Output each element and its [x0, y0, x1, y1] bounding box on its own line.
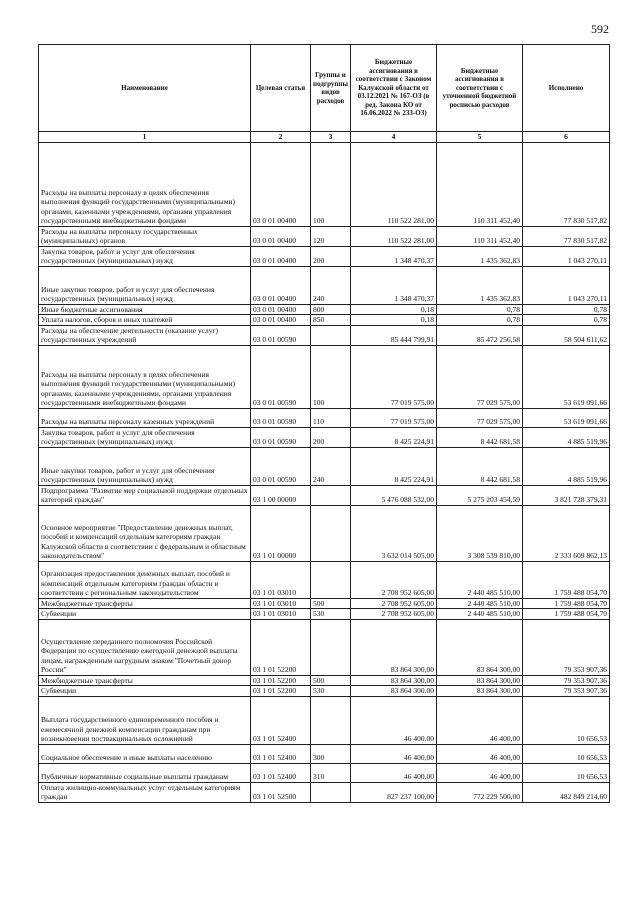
row-executed: 4 885 519,96 — [523, 427, 610, 447]
row-name: Субвенции — [39, 686, 251, 697]
header-row — [39, 45, 610, 132]
row-budget-refined: 46 400,00 — [437, 763, 523, 782]
row-budget-refined: 83 864 300,00 — [437, 686, 523, 697]
row-executed: 77 830 517,82 — [523, 142, 610, 226]
row-expense-group: 300 — [311, 744, 351, 763]
row-name: Основное мероприятие "Предоставление денежных выплат, пособий и компенсаций отдельным категориям граждан Калужской области в соответствии с федеральным и областным законодательством" — [39, 505, 251, 561]
row-budget-refined: 0,78 — [437, 315, 523, 326]
column-number: 4 — [351, 132, 437, 143]
row-expense-group: 100 — [311, 142, 351, 226]
table-row — [39, 447, 610, 485]
row-target-article: 03 0 01 00400 — [251, 246, 311, 266]
row-target-article: 03 1 01 03010 — [251, 561, 311, 598]
header-target-article: Целевая статья — [251, 45, 311, 132]
row-expense-group: 120 — [311, 226, 351, 246]
table-row — [39, 744, 610, 763]
row-name: Оплата жилищно-коммунальных услуг отдельным категориям граждан — [39, 782, 251, 802]
row-executed: 0,78 — [523, 315, 610, 326]
row-name: Расходы на выплаты персоналу в целях обеспечения выполнения функций государственными (муниципальными) органами, казенными учреждениями, органами управления государственными внебюджетными фондами — [39, 345, 251, 408]
row-budget-law: 83 864 300,00 — [351, 686, 437, 697]
row-executed: 53 619 091,66 — [523, 408, 610, 427]
row-budget-law: 46 400,00 — [351, 696, 437, 744]
column-number: 3 — [311, 132, 351, 143]
budget-table — [38, 44, 610, 803]
row-target-article: 03 0 01 00400 — [251, 266, 311, 304]
table-row — [39, 408, 610, 427]
row-name: Закупка товаров, работ и услуг для обеспечения государственных (муниципальных) нужд — [39, 246, 251, 266]
row-expense-group: 110 — [311, 408, 351, 427]
row-budget-law: 2 708 952 605,00 — [351, 609, 437, 620]
row-budget-law: 1 348 470,37 — [351, 246, 437, 266]
row-target-article: 03 0 01 00400 — [251, 142, 311, 226]
row-budget-refined: 110 311 452,40 — [437, 226, 523, 246]
row-budget-refined: 83 864 300,00 — [437, 675, 523, 686]
table-row — [39, 304, 610, 315]
row-expense-group: 500 — [311, 675, 351, 686]
row-name: Иные закупки товаров, работ и услуг для обеспечения государственных (муниципальных) нужд — [39, 266, 251, 304]
row-target-article: 03 1 01 52500 — [251, 782, 311, 802]
row-budget-law: 8 425 224,91 — [351, 447, 437, 485]
row-expense-group — [311, 325, 351, 345]
row-expense-group: 240 — [311, 447, 351, 485]
table-row — [39, 619, 610, 675]
row-executed: 1 043 270,11 — [523, 246, 610, 266]
row-executed: 482 849 214,60 — [523, 782, 610, 802]
row-budget-refined: 0,78 — [437, 304, 523, 315]
row-name: Расходы на выплаты персоналу казенных учреждений — [39, 408, 251, 427]
row-executed: 10 656,53 — [523, 763, 610, 782]
row-budget-refined: 772 229 500,00 — [437, 782, 523, 802]
row-executed: 1 043 270,11 — [523, 266, 610, 304]
row-name: Уплата налогов, сборов и иных платежей — [39, 315, 251, 326]
row-expense-group: 100 — [311, 345, 351, 408]
row-budget-law: 46 400,00 — [351, 763, 437, 782]
row-budget-refined: 2 440 485 510,00 — [437, 598, 523, 609]
row-target-article: 03 0 01 00400 — [251, 226, 311, 246]
row-executed: 1 759 488 054,70 — [523, 561, 610, 598]
row-budget-law: 85 444 799,91 — [351, 325, 437, 345]
row-budget-refined: 1 435 362,83 — [437, 246, 523, 266]
row-expense-group: 850 — [311, 315, 351, 326]
header-executed: Исполнено — [523, 45, 610, 132]
row-expense-group: 530 — [311, 686, 351, 697]
table-row — [39, 427, 610, 447]
row-expense-group: 240 — [311, 266, 351, 304]
row-budget-law: 77 019 575,00 — [351, 345, 437, 408]
row-expense-group — [311, 561, 351, 598]
table-row — [39, 763, 610, 782]
row-budget-law: 8 425 224,91 — [351, 427, 437, 447]
row-expense-group: 310 — [311, 763, 351, 782]
table-row — [39, 315, 610, 326]
row-executed: 58 504 611,62 — [523, 325, 610, 345]
header-name: Наименование — [39, 45, 251, 132]
row-name: Социальное обеспечение и иные выплаты населению — [39, 744, 251, 763]
table-row — [39, 609, 610, 620]
column-number: 1 — [39, 132, 251, 143]
row-executed: 2 333 609 862,13 — [523, 505, 610, 561]
row-name: Иные закупки товаров, работ и услуг для обеспечения государственных (муниципальных) нужд — [39, 447, 251, 485]
row-executed: 1 759 488 054,70 — [523, 609, 610, 620]
row-executed: 79 353 907,36 — [523, 675, 610, 686]
column-number-row — [39, 132, 610, 143]
row-executed: 4 885 519,96 — [523, 447, 610, 485]
table-row — [39, 598, 610, 609]
row-expense-group: 200 — [311, 246, 351, 266]
row-target-article: 03 1 01 52200 — [251, 686, 311, 697]
row-budget-law: 0,18 — [351, 304, 437, 315]
table-row — [39, 505, 610, 561]
table-row — [39, 675, 610, 686]
row-target-article: 03 1 01 52200 — [251, 675, 311, 686]
row-target-article: 03 1 01 52400 — [251, 744, 311, 763]
row-target-article: 03 1 00 00000 — [251, 485, 311, 505]
row-expense-group: 500 — [311, 598, 351, 609]
row-target-article: 03 0 01 00590 — [251, 408, 311, 427]
row-name: Выплата государственного единовременного пособия и ежемесячной денежной компенсации гражданам при возникновении поствакцинальных осложнений — [39, 696, 251, 744]
row-expense-group: 200 — [311, 427, 351, 447]
row-name: Расходы на выплаты персоналу государственных (муниципальных) органов — [39, 226, 251, 246]
row-target-article: 03 0 01 00400 — [251, 315, 311, 326]
row-expense-group: 800 — [311, 304, 351, 315]
row-name: Расходы на выплаты персоналу в целях обеспечения выполнения функций государственными (муниципальными) органами, казенными учреждениями, органами управления государственными внебюджетными фондами — [39, 142, 251, 226]
row-budget-refined: 83 864 300,00 — [437, 619, 523, 675]
row-budget-law: 0,18 — [351, 315, 437, 326]
row-budget-refined: 2 440 485 510,00 — [437, 609, 523, 620]
row-budget-refined: 3 308 539 810,00 — [437, 505, 523, 561]
table-row — [39, 485, 610, 505]
header-budget-law: Бюджетные ассигнования в соответствии с Законом Калужской области от 03.12.2021 № 167-ОЗ (в ред. Закона КО от 16.06.2022 № 233-ОЗ) — [351, 45, 437, 132]
row-expense-group — [311, 696, 351, 744]
table-row — [39, 246, 610, 266]
row-target-article: 03 0 01 00590 — [251, 345, 311, 408]
page-number: 592 — [591, 22, 609, 36]
table-row — [39, 696, 610, 744]
row-name: Субвенции — [39, 609, 251, 620]
table-row — [39, 142, 610, 226]
row-budget-law: 110 522 281,00 — [351, 226, 437, 246]
row-expense-group — [311, 619, 351, 675]
header-budget-refined: Бюджетные ассигнования в соответствии с уточненной бюджетной росписью расходов — [437, 45, 523, 132]
row-executed: 53 619 091,66 — [523, 345, 610, 408]
row-expense-group — [311, 505, 351, 561]
row-expense-group — [311, 782, 351, 802]
row-executed: 10 656,53 — [523, 744, 610, 763]
row-target-article: 03 1 01 52200 — [251, 619, 311, 675]
table-row — [39, 561, 610, 598]
column-number: 2 — [251, 132, 311, 143]
row-budget-refined: 110 311 452,40 — [437, 142, 523, 226]
row-target-article: 03 1 01 03010 — [251, 598, 311, 609]
row-name: Межбюджетные трансферты — [39, 675, 251, 686]
row-executed: 79 353 907,36 — [523, 619, 610, 675]
header-expense-groups: Группы и подгруппы видов расходов — [311, 45, 351, 132]
row-executed: 3 821 728 379,31 — [523, 485, 610, 505]
row-budget-law: 46 400,00 — [351, 744, 437, 763]
row-target-article: 03 1 01 52400 — [251, 763, 311, 782]
table-row — [39, 226, 610, 246]
table-row — [39, 345, 610, 408]
row-executed: 77 830 517,82 — [523, 226, 610, 246]
row-budget-law: 2 708 952 605,00 — [351, 598, 437, 609]
row-target-article: 03 0 01 00590 — [251, 325, 311, 345]
row-target-article: 03 1 01 52400 — [251, 696, 311, 744]
row-budget-law: 110 522 281,00 — [351, 142, 437, 226]
row-budget-law: 3 632 014 505,00 — [351, 505, 437, 561]
row-budget-refined: 2 440 485 510,00 — [437, 561, 523, 598]
row-name: Осуществление переданного полномочия Российской Федерации по осуществлению ежегодной денежной выплаты лицам, награжденным нагрудным знаком "Почетный донор России" — [39, 619, 251, 675]
row-name: Подпрограмма "Развитие мер социальной поддержки отдельных категорий граждан" — [39, 485, 251, 505]
row-expense-group: 530 — [311, 609, 351, 620]
row-name: Иные бюджетные ассигнования — [39, 304, 251, 315]
row-name: Публичные нормативные социальные выплаты гражданам — [39, 763, 251, 782]
row-executed: 1 759 488 054,70 — [523, 598, 610, 609]
row-target-article: 03 0 01 00400 — [251, 304, 311, 315]
row-target-article: 03 0 01 00590 — [251, 427, 311, 447]
row-budget-refined: 46 400,00 — [437, 744, 523, 763]
row-name: Межбюджетные трансферты — [39, 598, 251, 609]
column-number: 6 — [523, 132, 610, 143]
row-budget-refined: 1 435 362,83 — [437, 266, 523, 304]
row-budget-law: 5 476 088 532,00 — [351, 485, 437, 505]
row-executed: 10 656,53 — [523, 696, 610, 744]
row-budget-refined: 8 442 681,58 — [437, 427, 523, 447]
row-budget-refined: 77 029 575,00 — [437, 408, 523, 427]
column-number: 5 — [437, 132, 523, 143]
row-target-article: 03 1 01 03010 — [251, 609, 311, 620]
row-budget-refined: 46 400,00 — [437, 696, 523, 744]
table-row — [39, 325, 610, 345]
row-budget-refined: 8 442 681,58 — [437, 447, 523, 485]
row-executed: 79 353 907,36 — [523, 686, 610, 697]
row-budget-law: 1 348 470,37 — [351, 266, 437, 304]
row-executed: 0,78 — [523, 304, 610, 315]
row-budget-refined: 85 472 256,58 — [437, 325, 523, 345]
table-row — [39, 686, 610, 697]
row-budget-law: 827 237 100,00 — [351, 782, 437, 802]
row-budget-law: 83 864 300,00 — [351, 619, 437, 675]
table-row — [39, 266, 610, 304]
row-name: Организация предоставления денежных выплат, пособий и компенсаций отдельным категориям граждан области в соответствии с региональным законодательством — [39, 561, 251, 598]
row-budget-law: 77 019 575,00 — [351, 408, 437, 427]
row-budget-refined: 77 029 575,00 — [437, 345, 523, 408]
row-expense-group — [311, 485, 351, 505]
row-name: Расходы на обеспечение деятельности (оказание услуг) государственных учреждений — [39, 325, 251, 345]
table-row — [39, 782, 610, 802]
row-budget-refined: 5 275 203 454,59 — [437, 485, 523, 505]
row-budget-law: 83 864 300,00 — [351, 675, 437, 686]
row-target-article: 03 1 01 00000 — [251, 505, 311, 561]
row-name: Закупка товаров, работ и услуг для обеспечения государственных (муниципальных) нужд — [39, 427, 251, 447]
row-target-article: 03 0 01 00590 — [251, 447, 311, 485]
row-budget-law: 2 708 952 605,00 — [351, 561, 437, 598]
